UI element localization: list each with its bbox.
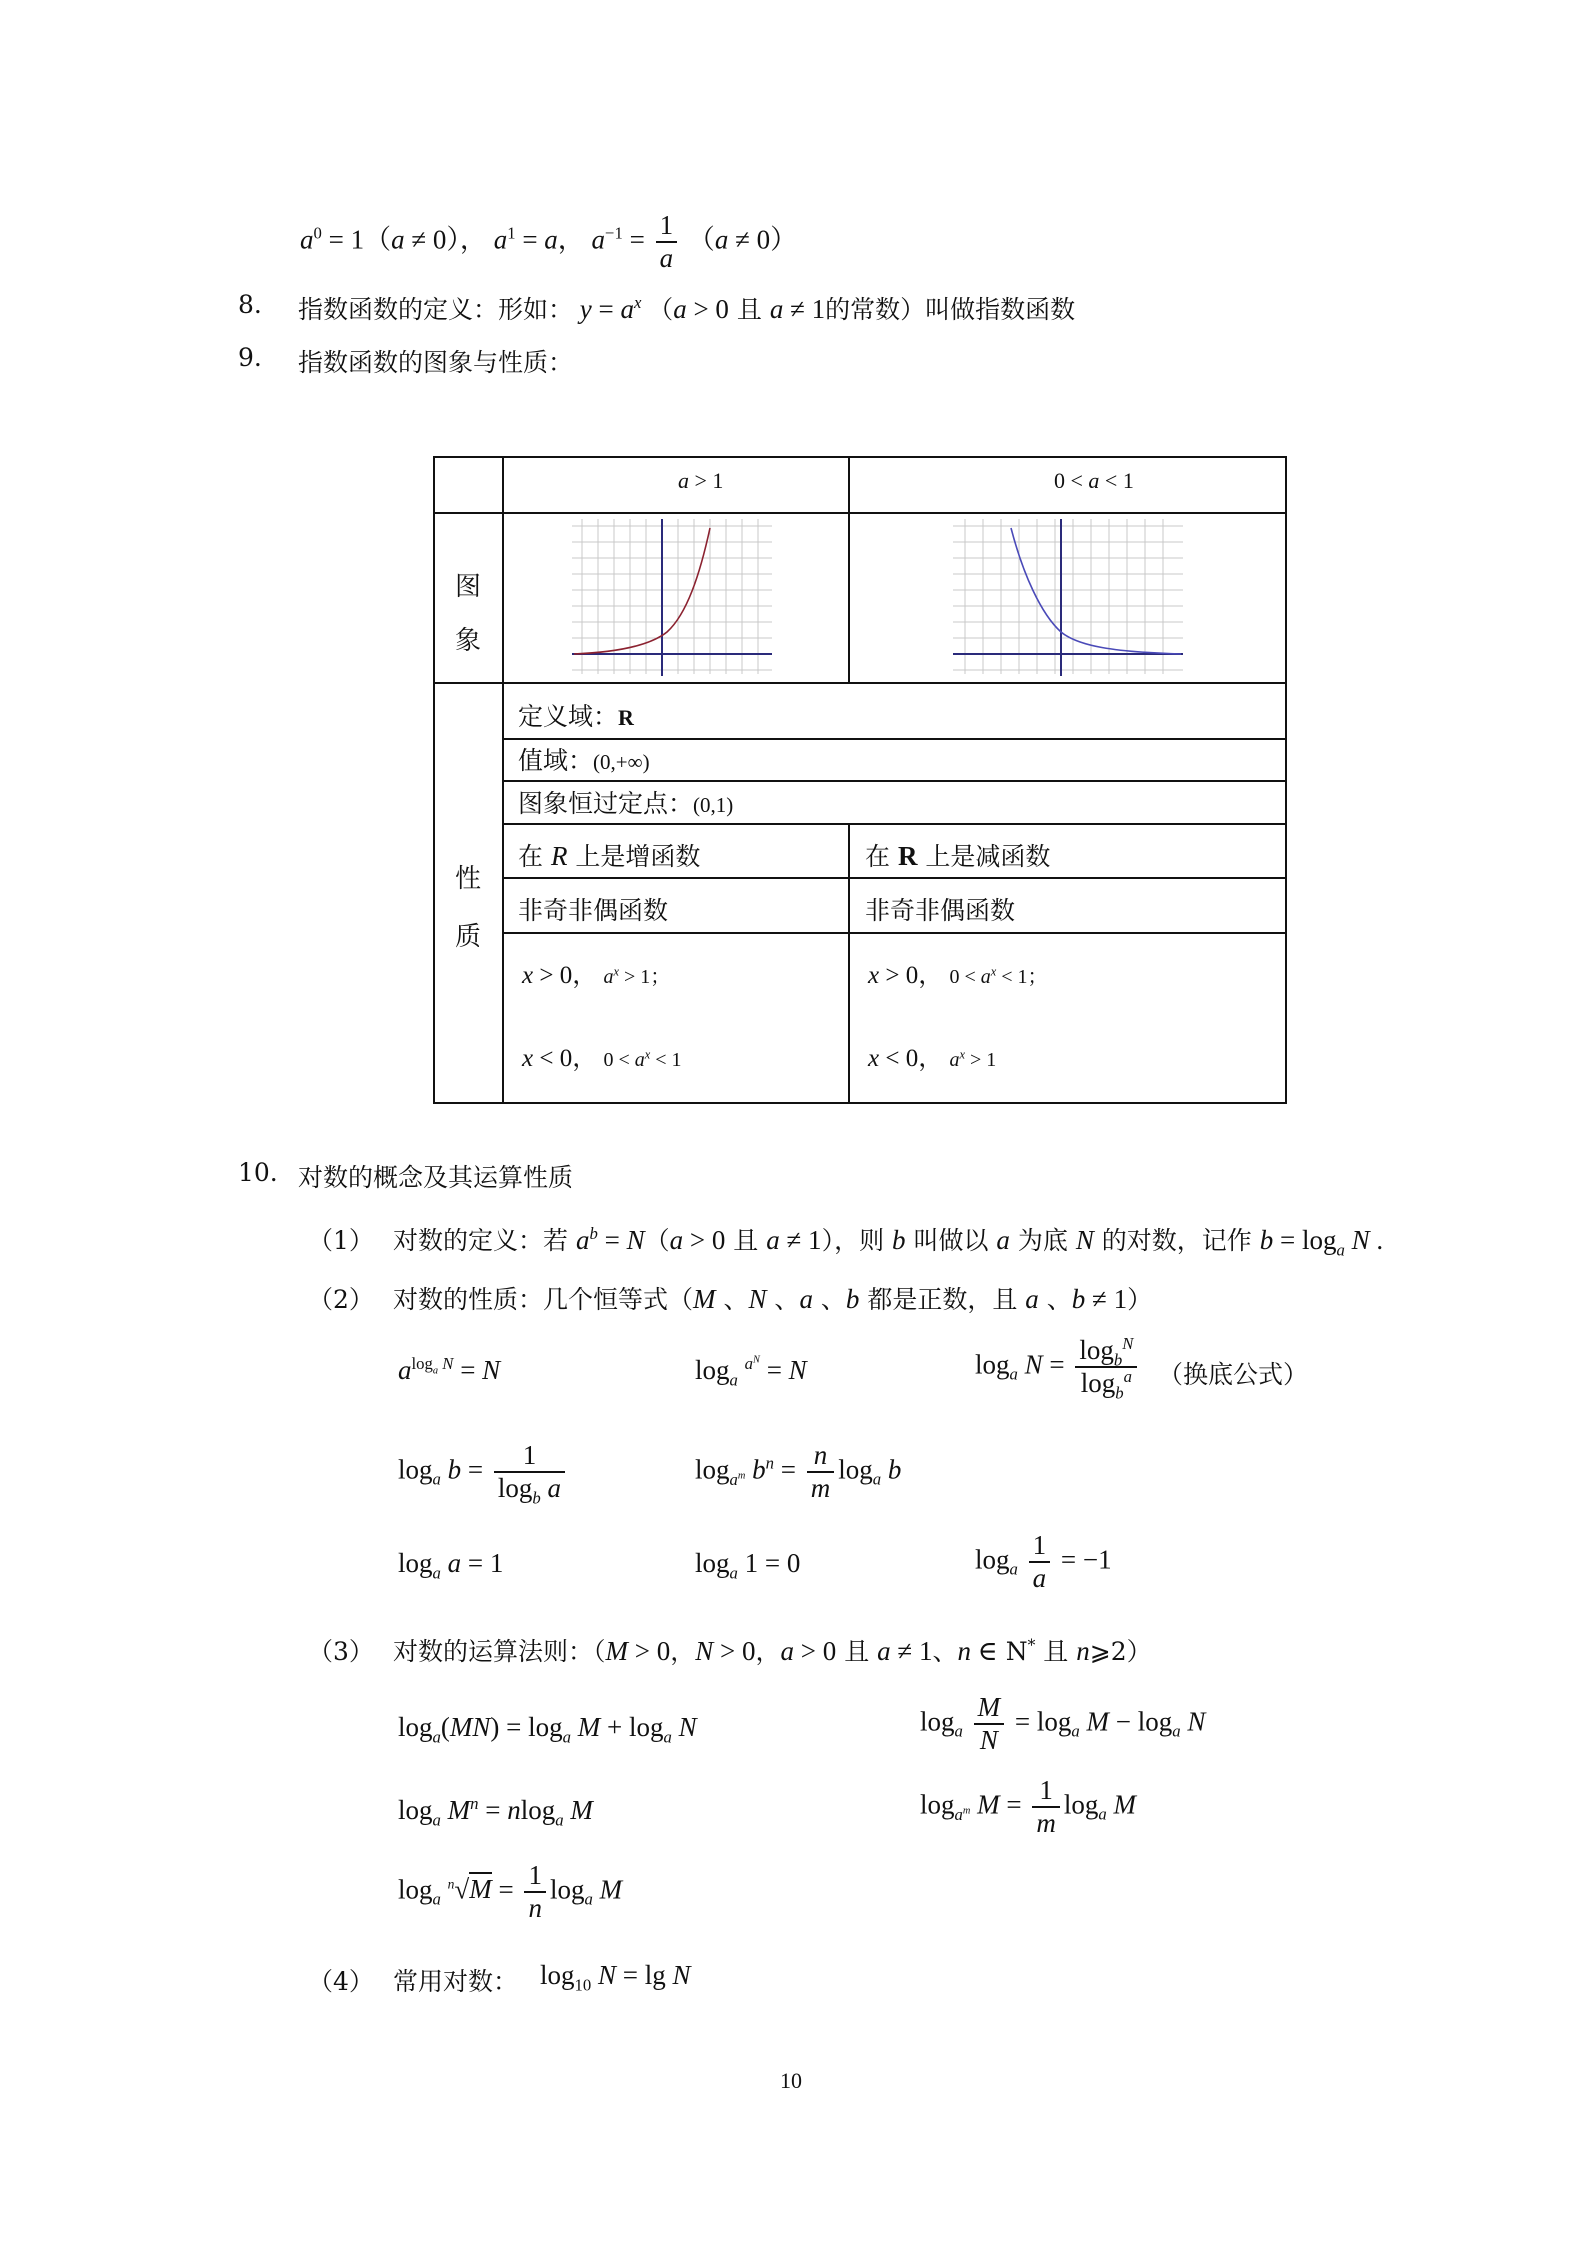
range-row: 值域：(0,+∞) — [518, 746, 650, 775]
right-case-positive: x > 0， $0 < a^x < 1$； — [868, 962, 1048, 989]
identity-change-of-base: $\log_a N$ = $\frac{\log_b^N}{\log_b^a}$ — [975, 1335, 1141, 1399]
identity-reciprocal: $\log_a b$ = $\frac{1}{\log_b a}$ — [398, 1440, 569, 1504]
identity-power-base: $\log_{a^m} b^n$ = $\frac{n}{m}$ $\log_a b$ — [695, 1440, 902, 1504]
item-9-number: 9. — [238, 343, 262, 372]
rule-power-base: $\log_{a^m} M$ = $\frac{1}{m}$ $\log_a M$ — [920, 1775, 1136, 1839]
sub-4-number: （4） — [308, 1967, 374, 1996]
header-0-lt-a-lt-1: 0 < a < 1 — [1054, 468, 1134, 493]
sub-2-number: （2） — [308, 1285, 374, 1314]
fixed-point-row: 图象恒过定点：(0,1) — [518, 789, 734, 818]
identity-log-a-a: $\log_a a = 1$ — [398, 1548, 504, 1583]
log-properties-intro: 对数的性质：几个恒等式（M 、N 、a 、b 都是正数，且 a 、b ≠ 1） — [393, 1284, 1153, 1314]
row-label-graph: 图 象 — [455, 572, 482, 656]
item-8-text: 指数函数的定义：形如： $y = a^x$ （a > 0 且 a ≠ 1的常数）叫做指数函数 — [298, 293, 1076, 324]
identity-log-1: $\log_a 1 = 0$ — [695, 1548, 801, 1583]
common-log-label: 常用对数： — [393, 1967, 519, 1996]
item-9-text: 指数函数的图象与性质： — [298, 348, 574, 377]
rule-power: $\log_a M^n = nlog_a$ M — [398, 1794, 593, 1830]
graph-decreasing-exponential — [953, 514, 1193, 680]
rule-product: $\log_a(MN) = \log_a M + \log_a N$ — [398, 1712, 697, 1747]
fraction-1-over-a: $\frac{1}{a}$ — [656, 210, 678, 274]
log-definition: 对数的定义：若 $a^b = N(a > 0$ 且 a ≠ 1），则 b 叫做以 a 为底 N 的对数，记作 $b = \log_a N$ . — [393, 1224, 1384, 1260]
left-case-negative: x < 0， $0 < a^x < 1$ — [522, 1045, 682, 1072]
row-label-properties: 性 质 — [455, 864, 482, 952]
left-case-positive: x > 0， $a^x > 1$； — [522, 962, 671, 989]
graph-increasing-exponential — [572, 514, 776, 680]
item-10-title: 对数的概念及其运算性质 — [298, 1163, 574, 1192]
common-log-formula: $\log_{10} N = \lg N$ — [540, 1960, 691, 1995]
page-number: 10 — [780, 2068, 802, 2093]
item-8-number: 8. — [238, 290, 262, 319]
parity-right: 非奇非偶函数 — [865, 896, 1016, 925]
exponent-identities: $a^0 = 1(a \ne 0)$， $a^1 = a$， $a^{-1}$ = $\frac{1}{a}$ （a ≠ 0） — [300, 210, 798, 274]
identity-log-a-pow: $\log_a ^{a^N} = N$ — [695, 1354, 807, 1390]
log-rules-intro: 对数的运算法则：（M > 0，N > 0，a > 0 且 a ≠ 1、n ∈ N* 且 n⩾2） — [393, 1636, 1152, 1666]
header-a-gt-1: a > 1 — [678, 468, 724, 493]
identity-a-pow-log: $a^{log_a N} = N$ — [398, 1354, 501, 1385]
item-10-number: 10. — [238, 1158, 278, 1187]
sub-3-number: （3） — [308, 1637, 374, 1666]
sub-1-number: （1） — [308, 1226, 374, 1255]
parity-left: 非奇非偶函数 — [518, 896, 669, 925]
decreasing-cell: 在 R 上是减函数 — [865, 841, 1051, 871]
change-of-base-note: （换底公式） — [1158, 1360, 1309, 1389]
rule-root: $\log_a ^n√M$ = $\frac{1}{n}$ $\log_a M$ — [398, 1860, 623, 1924]
domain-row: 定义域：R — [518, 702, 634, 731]
increasing-cell: 在 R 上是增函数 — [518, 841, 701, 871]
rule-quotient: $\log_a$ $\frac{M}{N}$ = $\log_a M - \log_a N$ — [920, 1692, 1206, 1756]
right-case-negative: x < 0， $a^x > 1$ — [868, 1045, 997, 1072]
identity-log-reciprocal-a: $\log_a$ $\frac{1}{a}$ = −1 — [975, 1530, 1112, 1594]
